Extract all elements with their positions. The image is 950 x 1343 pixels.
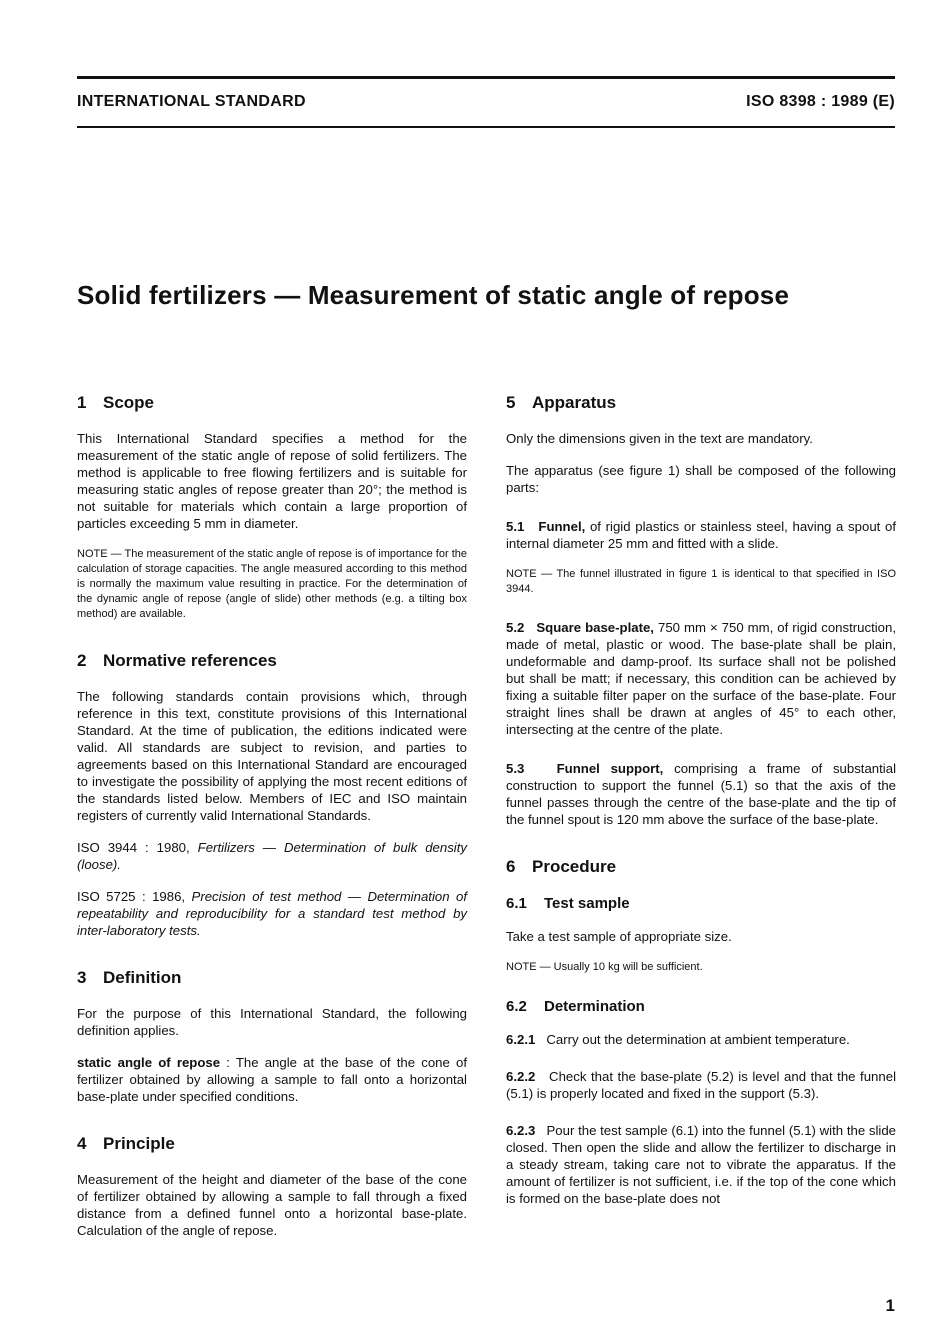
right-column [506,392,896,1235]
section-heading: 4 Principle [77,1134,175,1153]
test-sample-paragraph: Take a test sample of appropriate size. [506,929,732,944]
header-left: INTERNATIONAL STANDARD [77,93,306,110]
section-definition [77,967,467,1105]
principle-paragraph: Measurement of the height and diameter of the base of the cone of fertilizer obtained by allowing a sample to fall through a fixed distance from a defined funnel onto a horizontal base-plate. Calculation of the angle of repose. [77,1172,467,1238]
header-right: ISO 8398 : 1989 (E) [746,93,895,110]
normative-paragraph: The following standards contain provisions which, through reference in this text, constitute provisions of this International Standard. At the time of publication, the editions indicated were valid. All standards are subject to revision, and parties to agreements based on this International Standard are encouraged to investigate the possibility of applying the most recent editions of the standards listed below. Members of IEC and ISO maintain registers of currently valid International Standards. [77,689,467,823]
clause-5-2: 5.2 Square base-plate, 750 mm × 750 mm, of rigid construction, made of metal, plastic or wood. The base-plate shall be plain, undeformable and damp-proof. Its surface shall not be polished but shall be matt; if necessary, this condition can be achieved by fixing a suitable filter paper on the surface of the base-plate. Four straight lines shall be drawn at angles of 45° to each other, intersecting at the centre of the plate. [506,620,896,737]
section-scope [77,392,467,622]
section-apparatus [506,392,896,828]
section-heading: 5 Apparatus [506,393,617,412]
subsection-heading-6-2: 6.2 Determination [506,998,645,1015]
section-procedure [506,856,896,1207]
subsection-heading-6-1: 6.1 Test sample [506,895,630,912]
header-top-rule [77,76,895,79]
left-column [77,392,467,1267]
definition-paragraph: For the purpose of this International Standard, the following definition applies. [77,1006,467,1038]
document-title: Solid fertilizers — Measurement of static angle of repose [77,280,790,310]
clause-5-1: 5.1 Funnel, of rigid plastics or stainless steel, having a spout of internal diameter 25 mm and fitted with a slide. [506,519,896,551]
clause-5-1-note: NOTE — The funnel illustrated in figure 1 is identical to that specified in ISO 3944. [506,568,896,595]
section-heading: 2 Normative references [77,651,277,670]
section-heading: 1 Scope [77,393,155,412]
section-normative-references [77,650,467,939]
test-sample-note: NOTE — Usually 10 kg will be sufficient. [506,961,703,973]
clause-6-2-3: 6.2.3 Pour the test sample (6.1) into the funnel (5.1) with the slide closed. Then open the slide and allow the fertilizer to discharge in a steady stream, taking care not to vibrate the apparatus. If the amount of fertilizer is not sufficient, i.e. if the top of the cone which is formed on the base-plate does not [506,1123,896,1206]
apparatus-paragraph-1: Only the dimensions given in the text are mandatory. [506,431,813,446]
scope-note: NOTE — The measurement of the static angle of repose is of importance for the calculation of storage capacities. The angle measured according to this method is normally the maximum value resulting in practice. For the determination of the dynamic angle of repose (angle of slide) other methods (e.g. a tilting box method) are available. [77,548,467,620]
section-heading: 3 Definition [77,968,182,987]
reference-iso-5725: ISO 5725 : 1986, Precision of test method — Determination of repeatability and reproducibility for a standard test method by inter-laboratory tests. [77,889,467,938]
clause-6-2-1: 6.2.1 Carry out the determination at ambient temperature. [506,1032,850,1047]
definition-term: static angle of repose : The angle at the base of the cone of fertilizer obtained by allowing a sample to fall onto a horizontal base-plate under specified conditions. [77,1055,467,1104]
scope-paragraph: This International Standard specifies a method for the measurement of the static angle of repose of solid fertilizers. The method is applicable to free flowing fertilizers and is suitable for measuring static angles of repose greater than 20°; the method is not suitable for materials which contain a large proportion of particles exceeding 5 mm in diameter. [77,431,467,531]
section-heading: 6 Procedure [506,857,617,876]
page-number: 1 [885,1296,895,1315]
clause-5-3: 5.3 Funnel support, comprising a frame of substantial construction to support the funnel (5.1) so that the axis of the funnel passes through the centre of the base-plate and the tip of the funnel spout is 120 mm above the surface of the base-plate. [506,761,896,827]
section-principle [77,1133,467,1239]
header-bottom-rule [77,126,895,128]
apparatus-paragraph-2: The apparatus (see figure 1) shall be composed of the following parts: [506,463,896,495]
clause-6-2-2: 6.2.2 Check that the base-plate (5.2) is level and that the funnel (5.1) is properly located and fixed in the support (5.3). [506,1069,896,1101]
reference-iso-3944: ISO 3944 : 1980, Fertilizers — Determination of bulk density (loose). [77,840,467,872]
